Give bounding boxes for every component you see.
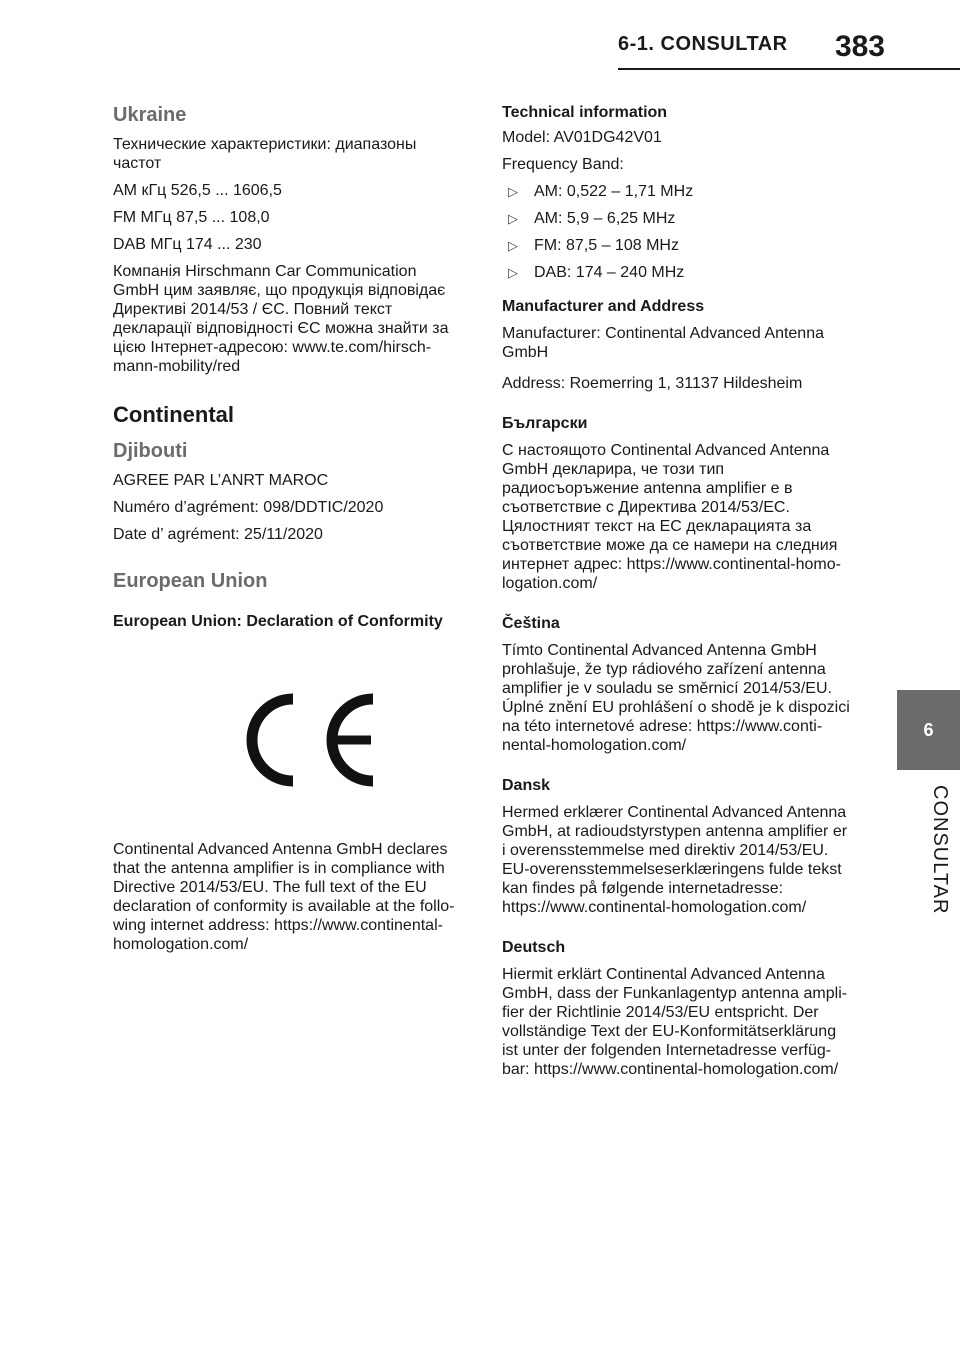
djibouti-text-1: AGREE PAR L’ANRT MAROC xyxy=(113,472,329,489)
band-item: ▷ AM: 5,9 – 6,25 MHz xyxy=(502,209,854,228)
continental-heading: Continental xyxy=(113,402,234,427)
band-item: ▷ DAB: 174 – 240 MHz xyxy=(502,263,854,282)
djibouti-text-3: Date d’ agrément: 25/11/2020 xyxy=(113,526,323,543)
ukraine-text-2: AM кГц 526,5 ... 1606,5 xyxy=(113,182,282,199)
band-item: ▷ FM: 87,5 – 108 MHz xyxy=(502,236,854,255)
djibouti-heading: Djibouti xyxy=(113,440,188,462)
ce-mark-icon xyxy=(221,685,381,795)
chapter-title: 6-1. CONSULTAR xyxy=(618,33,788,55)
tech-heading: Technical information xyxy=(502,104,668,121)
bulgarian-heading: Български xyxy=(502,415,588,432)
czech-text: Tímto Continental Advanced Antenna GmbH prohlašuje, že typ rádiového zařízení antenna amplifier je v souladu se směrnicí 2014/53/EU. Úplné znění EU prohlášení o shodě je k dispozici na této internetové adrese: https://www.conti-nental-homologation.com/ xyxy=(502,642,850,754)
danish-text: Hermed erklærer Continental Advanced Antenna GmbH, at radioudstyrstypen antenna amplifier er i overensstemmelse med direktiv 2014/53/EU. EU-overensstemmelseserklæringens fulde tekst kan findes på følgende internetadresse: https://www.continental-homologation.com/ xyxy=(502,804,848,916)
triangle-bullet-icon: ▷ xyxy=(508,211,518,226)
manufacturer-name: Manufacturer: Continental Advanced Antenna GmbH xyxy=(502,325,824,361)
ukraine-text-5: Компанія Hirschmann Car Communication GmbH цим заявляє, що продукція відповідає Директиві 2014/53 / ЄС. Повний текст декларації відповідності ЄС можна знайти за цією Інтернет-адресою: www.te.com/hirsch-mann-mobility/red xyxy=(113,263,449,375)
triangle-bullet-icon: ▷ xyxy=(508,265,518,280)
manufacturer-address: Address: Roemerring 1, 31137 Hildesheim xyxy=(502,375,803,392)
triangle-bullet-icon: ▷ xyxy=(508,184,518,199)
model-text: Model: AV01DG42V01 xyxy=(502,129,662,146)
eu-subheading: European Union: Declaration of Conformity xyxy=(113,613,443,630)
chapter-tab-label: CONSULTAR xyxy=(929,785,951,915)
chapter-tab[interactable] xyxy=(897,690,960,770)
frequency-band-list xyxy=(502,182,854,282)
djibouti-text-2: Numéro d’agrément: 098/DDTIC/2020 xyxy=(113,499,384,516)
ukraine-text-1: Технические характеристики: диапазоны частот xyxy=(113,136,417,172)
eu-declaration-text: Continental Advanced Antenna GmbH declares that the antenna amplifier is in compliance with Directive 2014/53/EU. The full text of the EU declaration of conformity is available at the follo-wing internet address: https://www.continental-homologation.com/ xyxy=(113,841,455,953)
ukraine-heading: Ukraine xyxy=(113,104,187,126)
ukraine-text-4: DAB МГц 174 ... 230 xyxy=(113,236,262,253)
left-column xyxy=(113,100,465,962)
danish-heading: Dansk xyxy=(502,777,551,794)
page-header xyxy=(560,0,960,78)
page-number: 383 xyxy=(834,30,885,63)
chapter-tab-number: 6 xyxy=(923,720,934,740)
eu-heading: European Union xyxy=(113,570,268,592)
german-text: Hiermit erklärt Continental Advanced Antenna GmbH, dass der Funkanlagentyp antenna ampli-fier der Richtlinie 2014/53/EU entspricht. Der vollständige Text der EU-Konformitätserklärung ist unter der folgenden Internetadresse verfüg-bar: https://www.continental-homologation.com/ xyxy=(502,966,848,1078)
band-item: ▷ AM: 0,522 – 1,71 MHz xyxy=(502,182,854,201)
right-column xyxy=(502,100,854,1087)
german-heading: Deutsch xyxy=(502,939,566,956)
header-divider xyxy=(618,68,960,70)
manufacturer-heading: Manufacturer and Address xyxy=(502,298,705,315)
triangle-bullet-icon: ▷ xyxy=(508,238,518,253)
ukraine-text-3: FM МГц 87,5 ... 108,0 xyxy=(113,209,270,226)
bulgarian-text: С настоящото Continental Advanced Antenna GmbH декларира, че този тип радиосъоръжение antenna amplifier е в съответствие с Директива 2014/53/ЕС. Цялостният текст на ЕС декларацията за съответствие може да се намери на следния интернет адрес: https://www.continental-homo-logation.com/ xyxy=(502,442,841,592)
frequency-band-label: Frequency Band: xyxy=(502,156,624,173)
czech-heading: Čeština xyxy=(502,615,560,632)
